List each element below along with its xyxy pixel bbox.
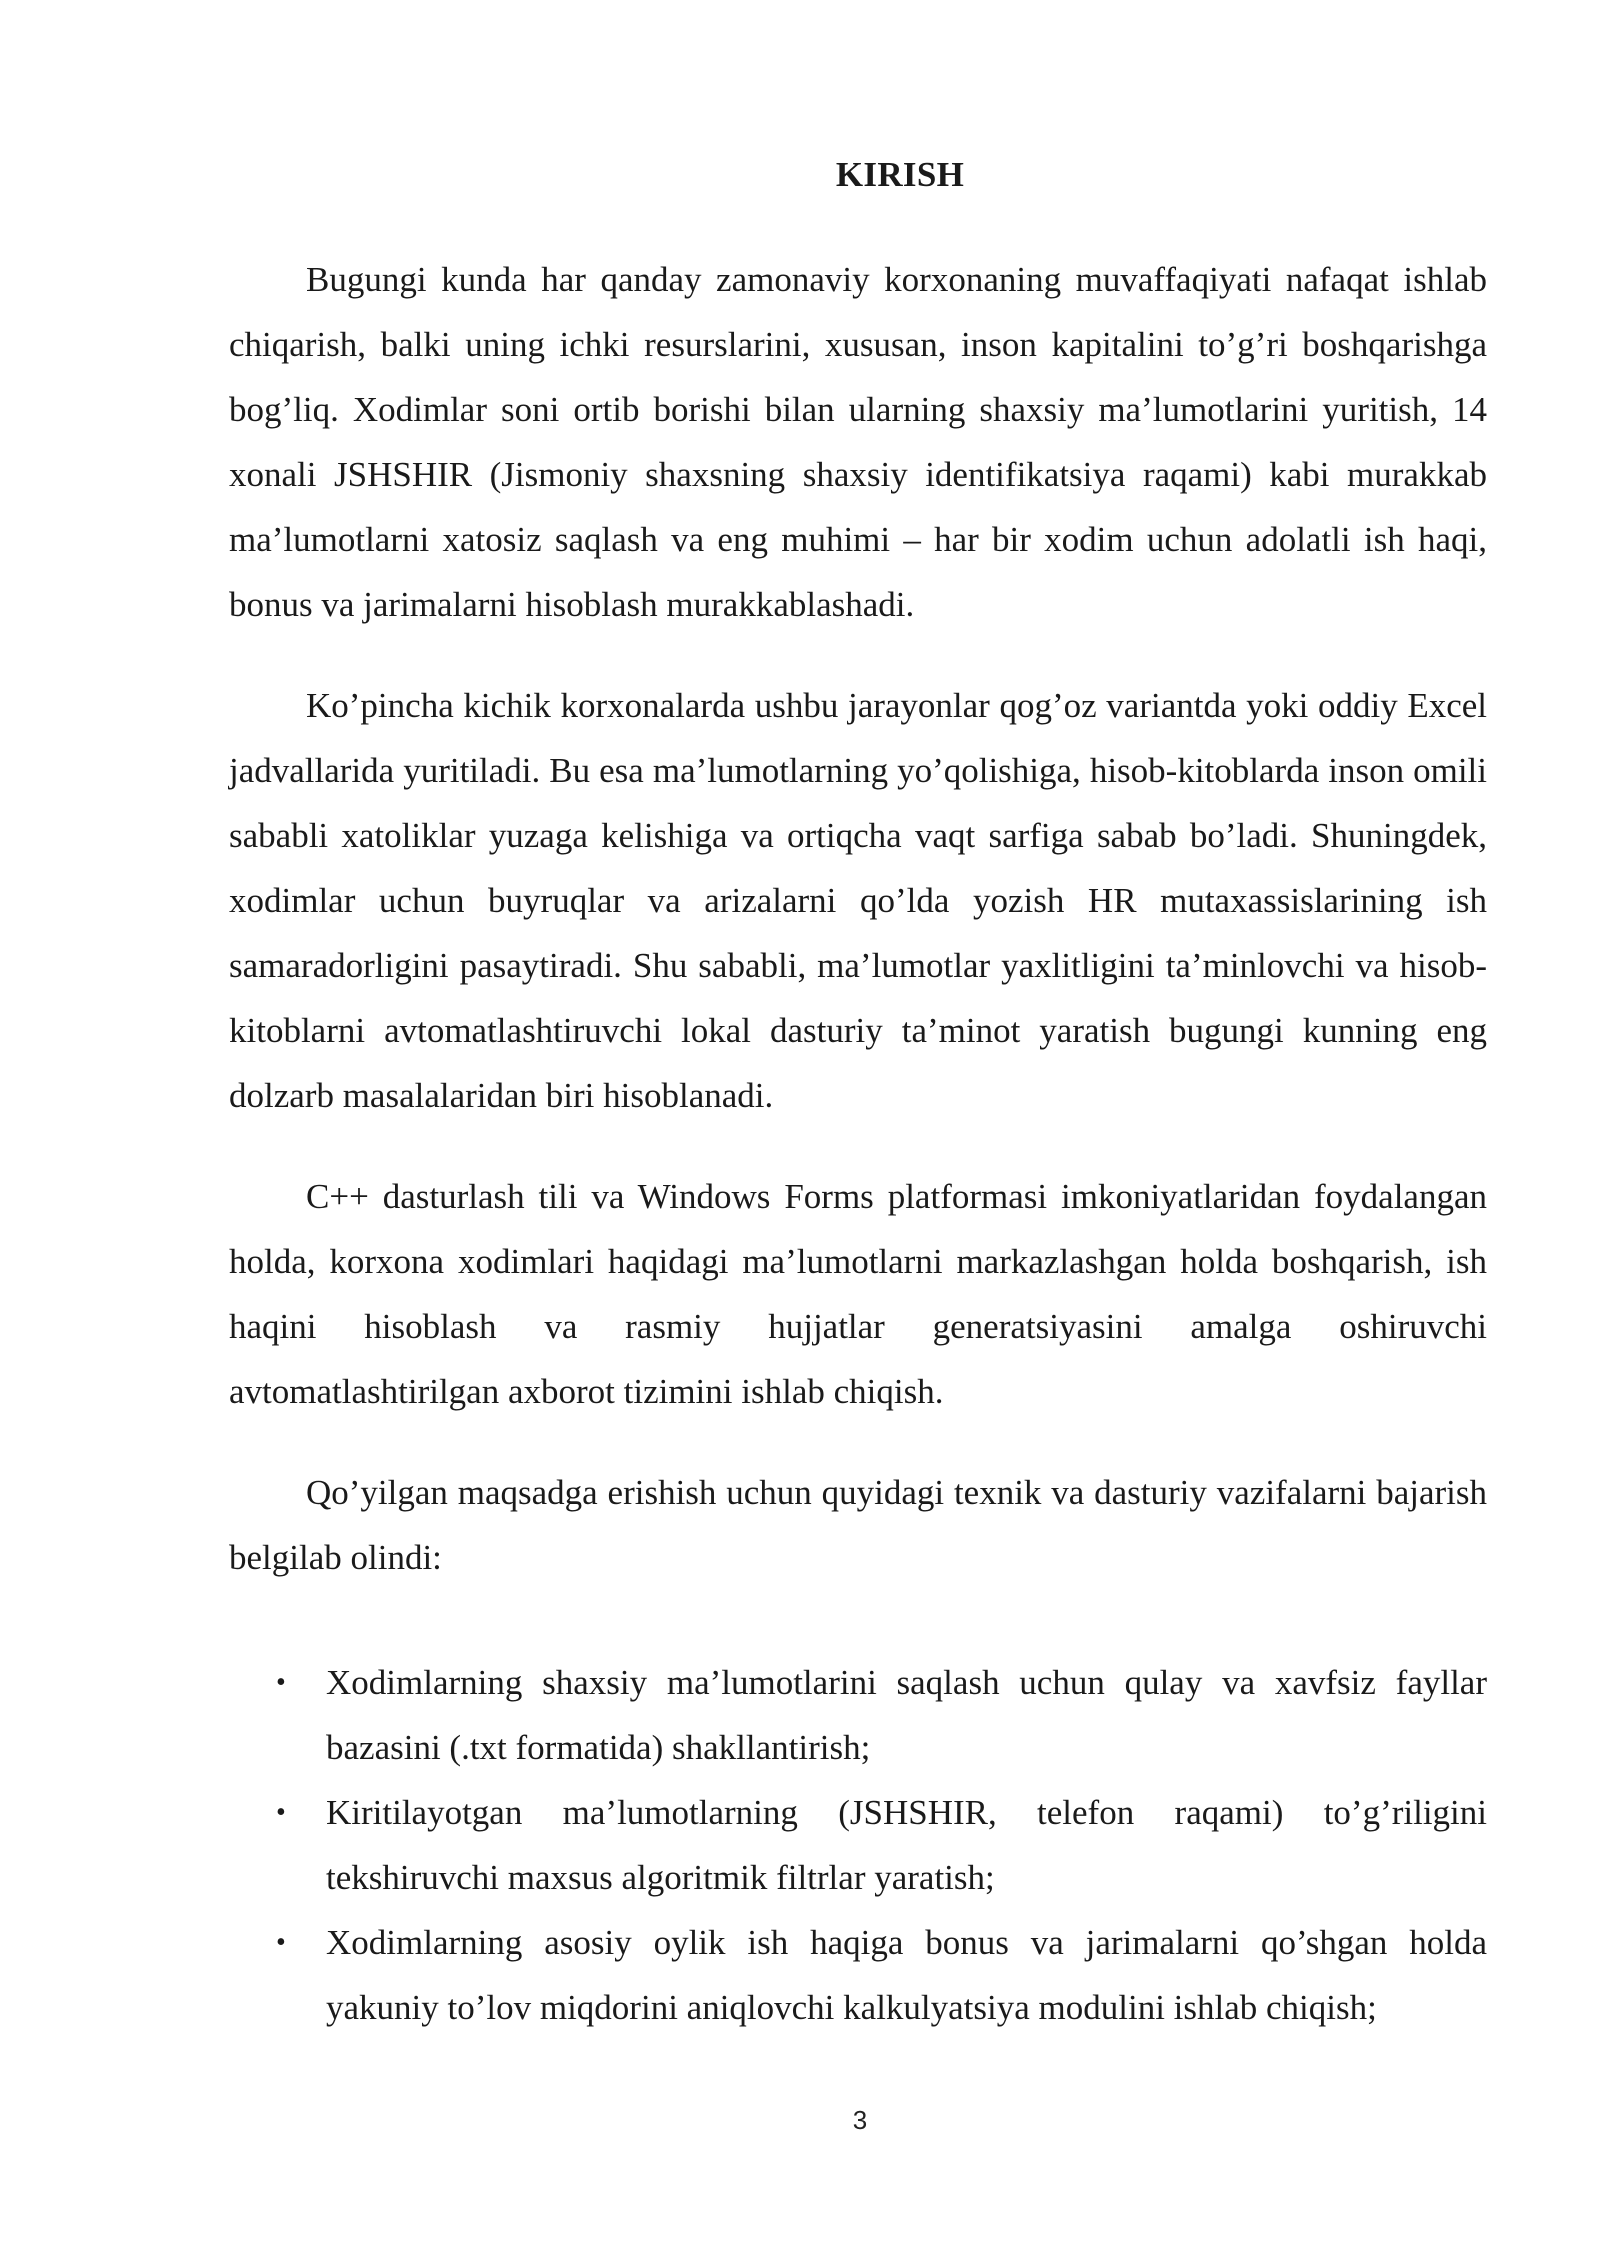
bullet-icon: •	[276, 1797, 286, 1828]
list-item	[229, 1650, 1487, 1780]
body-paragraph: Bugungi kunda har qanday zamonaviy korxonaning muvaffaqiyati nafaqat ishlab chiqarish, balki uning ichki resurslarini, xususan, inson kapitalini to’g’ri boshqarishga bog’liq. Xodimlar soni ortib borishi bilan ularning shaxsiy ma’lumotlarini yuritish, 14 xonali JSHSHIR (Jismoniy shaxsning shaxsiy identifikatsiya raqami) kabi murakkab ma’lumotlarni xatosiz saqlash va eng muhimi – har bir xodim uchun adolatli ish haqi, bonus va jarimalarni hisoblash murakkablashadi.	[229, 260, 1487, 624]
list-item	[229, 1910, 1487, 2040]
list-item-text: Xodimlarning asosiy oylik ish haqiga bonus va jarimalarni qo’shgan holda yakuniy to’lov miqdorini aniqlovchi kalkulyatsiya modulini ishlab chiqish;	[326, 1923, 1487, 2027]
task-list	[229, 1650, 1487, 2040]
page-number: 3	[852, 2105, 868, 2135]
list-item-text: Xodimlarning shaxsiy ma’lumotlarini saqlash uchun qulay va xavfsiz fayllar bazasini (.txt formatida) shakllantirish;	[326, 1663, 1487, 1767]
list-item-text: Kiritilayotgan ma’lumotlarning (JSHSHIR, telefon raqami) to’g’riligini tekshiruvchi maxsus algoritmik filtrlar yaratish;	[326, 1793, 1487, 1897]
body-paragraph: Ko’pincha kichik korxonalarda ushbu jarayonlar qog’oz variantda yoki oddiy Excel jadvallarida yuritiladi. Bu esa ma’lumotlarning yo’qolishiga, hisob-kitoblarda inson omili sababli xatoliklar yuzaga kelishiga va ortiqcha vaqt sarfiga sabab bo’ladi. Shuningdek, xodimlar uchun buyruqlar va arizalarni qo’lda yozish HR mutaxassislarining ish samaradorligini pasaytiradi. Shu sababli, ma’lumotlar yaxlitligini ta’minlovchi va hisob-kitoblarni avtomatlashtiruvchi lokal dasturiy ta’minot yaratish bugungi kunning eng dolzarb masalalaridan biri hisoblanadi.	[229, 686, 1487, 1115]
bullet-icon: •	[276, 1667, 286, 1698]
body-paragraph: C++ dasturlash tili va Windows Forms platformasi imkoniyatlaridan foydalangan holda, korxona xodimlari haqidagi ma’lumotlarni markazlashgan holda boshqarish, ish haqini hisoblash va rasmiy hujjatlar generatsiyasini amalga oshiruvchi avtomatlashtirilgan axborot tizimini ishlab chiqish.	[229, 1177, 1487, 1411]
body-paragraph: Qo’yilgan maqsadga erishish uchun quyidagi texnik va dasturiy vazifalarni bajarish belgilab olindi:	[229, 1473, 1487, 1577]
document-body	[229, 247, 1487, 2040]
list-item	[229, 1780, 1487, 1910]
bullet-icon: •	[276, 1927, 286, 1958]
page-heading: KIRISH	[835, 155, 965, 194]
